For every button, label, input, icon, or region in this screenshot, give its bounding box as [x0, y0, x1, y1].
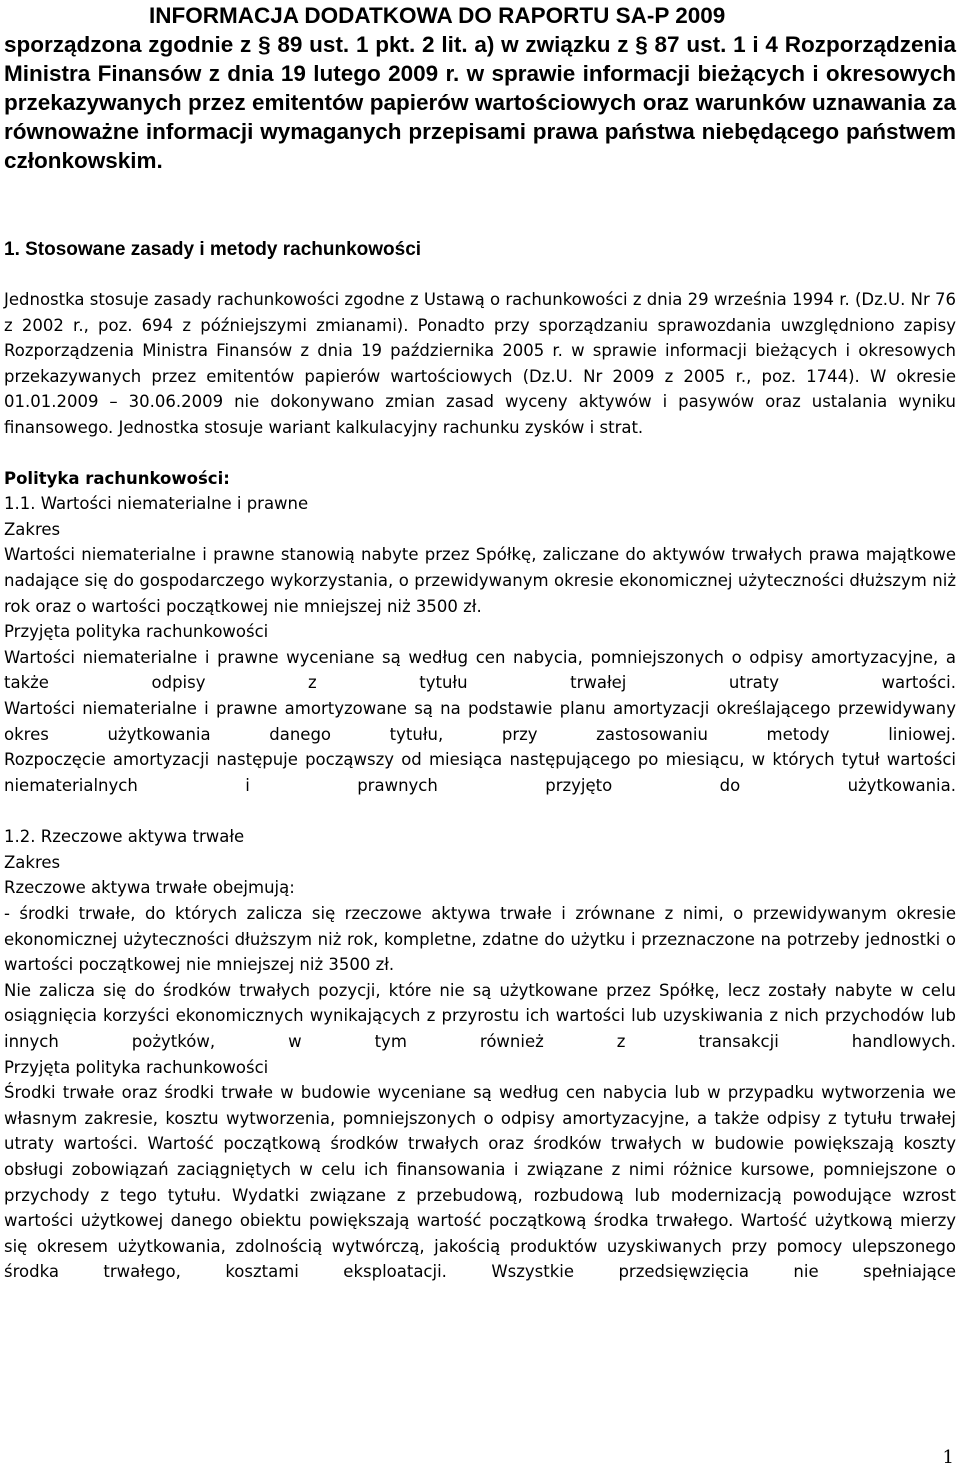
intangibles-policy-label: Przyjęta polityka rachunkowości: [4, 622, 269, 642]
intangibles-scope-text: Wartości niematerialne i prawne stanowią nabyte przez Spółkę, zaliczane do aktywów trwałych prawa majątkowe nadające się do gospodarczego wykorzystania, o przewidywanym okresie ekonomicznej użyteczności dłuższym niż rok oraz o wartości początkowej nie mniejszej niż 3500 zł.: [4, 545, 956, 616]
fixed-assets-policy-text: Środki trwałe oraz środki trwałe w budowie wyceniane są według cen nabycia lub w przypadku wytworzenia we własnym zakresie, kosztu wytworzenia, pomniejszonych o odpisy amortyzacyjne, a także odpisy z tytułu trwałej utraty wartości. Wartość początkową środków trwałych oraz środków trwałych w budowie powiększają koszty obsługi zobowiązań zaciągniętych w celu ich finansowania i związane z nimi różnice kursowe, pomniejszone o przychody z tego tytułu. Wydatki związane z przebudową, rozbudową lub modernizacją powodujące wzrost wartości użytkowej danego obiektu powiększają wartość początkową środka trwałego. Wartość użytkową mierzy się okresem użytkowania, zdolnością wytwórczą, jakością produktów uzyskiwanych przy pomocy ulepszonego środka trwałego, kosztami eksploatacji. Wszystkie przedsięwzięcia nie spełniające: [4, 1083, 956, 1282]
fixed-assets-scope-intro: Rzeczowe aktywa trwałe obejmują:: [4, 878, 295, 898]
title-body: sporządzona zgodnie z § 89 ust. 1 pkt. 2 lit. a) w związku z § 87 ust. 1 i 4 Rozporządzenia Ministra Finansów z dnia 19 lutego 2009 r. w sprawie informacji bieżących i okresowych przekazywanych przez emitentów papierów wartościowych oraz warunków uznawania za równoważne informacji wymaganych przepisami prawa państwa niebędącego państwem członkowskim.: [4, 32, 956, 173]
fixed-assets-scope-label: Zakres: [4, 852, 61, 872]
document-page: [4, 0, 956, 1285]
intangibles-policy-text-1: Wartości niematerialne i prawne wyceniane są według cen nabycia, pomniejszonych o odpisy amortyzacyjne, a także odpisy z tytułu trwałej utraty wartości.: [4, 647, 956, 693]
section-heading-accounting-principles: 1. Stosowane zasady i metody rachunkowości: [4, 239, 422, 260]
subsection-title-fixed-assets: 1.2. Rzeczowe aktywa trwałe: [4, 827, 245, 847]
intangibles-policy-text-3: Rozpoczęcie amortyzacji następuje począwszy od miesiąca następującego po miesiącu, w których tytuł wartości niematerialnych i prawnych przyjęto do użytkowania.: [4, 750, 956, 795]
accounting-principles-paragraph: Jednostka stosuje zasady rachunkowości zgodne z Ustawą o rachunkowości z dnia 29 września 1994 r. (Dz.U. Nr 76 z 2002 r., poz. 694 z późniejszymi zmianami). Ponadto przy sporządzaniu sprawozdania uwzględniono zapisy Rozporządzenia Ministra Finansów z dnia 19 października 2005 r. w sprawie informacji bieżących i okresowych przekazywanych przez emitentów papierów wartościowych (Dz.U. Nr 2009 z 2005 r., poz. 1744). W okresie 01.01.2009 – 30.06.2009 nie dokonywano zmian zasad wyceny aktywów i pasywów oraz ustalania wyniku finansowego. Jednostka stosuje wariant kalkulacyjny rachunku zysków i strat.: [4, 290, 956, 437]
document-title: [4, 0, 956, 175]
fixed-assets-scope-item: - środki trwałe, do których zalicza się rzeczowe aktywa trwałe i zrównane z nimi, o przewidywanym okresie ekonomicznej użyteczności dłuższym niż rok, kompletne, zdatne do użytku i przeznaczone na potrzeby jednostki o wartości początkowej nie mniejszej niż 3500 zł.: [4, 904, 956, 975]
fixed-assets-policy-label: Przyjęta polityka rachunkowości: [4, 1057, 269, 1077]
page-number: 1: [942, 1447, 954, 1468]
intangibles-policy-text-2: Wartości niematerialne i prawne amortyzowane są na podstawie planu amortyzacji określającego przewidywany okres użytkowania danego tytułu, przy zastosowaniu metody liniowej.: [4, 698, 956, 744]
fixed-assets-scope-exclusion: Nie zalicza się do środków trwałych pozycji, które nie są użytkowane przez Spółkę, lecz zostały nabyte w celu osiągnięcia korzyści ekonomicznych wynikających z przyrostu ich wartości lub uzyskiwania z nich przychodów lub innych pożytków, w tym również z transakcji handlowych.: [4, 980, 956, 1052]
subsection-title-intangibles: 1.1. Wartości niematerialne i prawne: [4, 494, 309, 514]
title-line-1: INFORMACJA DODATKOWA DO RAPORTU SA-P 2009: [149, 3, 726, 28]
policy-heading: Polityka rachunkowości:: [4, 468, 230, 488]
intangibles-scope-label: Zakres: [4, 519, 61, 539]
